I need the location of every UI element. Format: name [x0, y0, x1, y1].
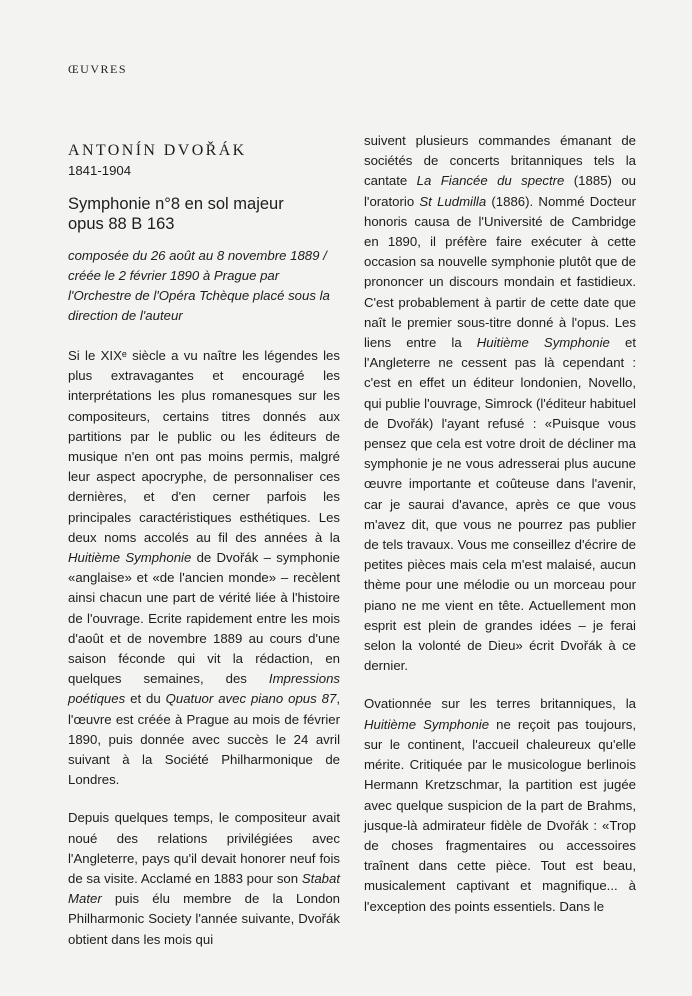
italic-title: Quatuor avec piano opus 87: [165, 691, 337, 707]
right-column: [364, 131, 636, 917]
composer-dates: 1841-1904: [68, 163, 132, 178]
composer-name: ANTONÍN DVOŘÁK: [68, 142, 247, 159]
italic-title: Impressions poétiques: [68, 671, 340, 707]
text-run: Ovationnée sur les terres britanniques, la: [364, 696, 636, 712]
section-label: ŒUVRES: [68, 62, 128, 76]
italic-title: Huitième Symphonie: [364, 716, 490, 732]
text-run: et l'Angleterre ne cessent pas là cependant : c'est en effet un éditeur londonien, Novello, qui publie l'ouvrage, Simrock (l'éditeur habituel de Dvořák) l'ayant refusé : «Puisque vous pensez que cela est votre droit de décliner ma symphonie je ne vous adresserai plus aucune œuvre importante et coûteuse dans l'avenir, car je saurai d'avance, après ce que vous m'avez dit, que vous ne pourrez pas publier de tels travaux. Vous me conseillez d'écrire de petites pièces mais cela m'est malaisé, aucun thème pour une mélodie ou un morceau pour piano ne me vient en tête. Actuellement mon esprit est plein de grandes idées – je ferai selon la volonté de Dieu» écrit Dvořák à ce dernier.: [364, 335, 636, 674]
text-run: de Dvořák – symphonie «anglaise» et «de l'ancien monde» – recèlent ainsi chacun une part de vérité liée à l'histoire de l'ouvrage. Ecrite rapidement entre les mois d'août et de novembre 1889 au cours d'une saison féconde qui vit la rédaction, en quelques semaines, des: [68, 550, 340, 687]
work-title: [68, 194, 340, 234]
text-run: Depuis quelques temps, le compositeur avait noué des relations privilégiées avec l'Angleterre, pays qu'il devait honorer neuf fois de sa visite. Acclamé en 1883 pour son: [68, 810, 340, 887]
text-run: Si le XIXᵉ siècle a vu naître les légendes les plus extravagantes et encouragé les interprétations les plus romanesques sur les compositeurs, certains titres donnés aux partitions par le public ou les éditeurs de musique n'en ont pas moins permis, malgré leur aspect apocryphe, de personnaliser ces dernières, et d'en cerner parfois les principales caractéristiques esthétiques. Les deux noms accolés au fil des années à la: [68, 348, 340, 545]
composition-info: composée du 26 août au 8 novembre 1889 / créée le 2 février 1890 à Prague par l'Orchestre de l'Opéra Tchèque placé sous la direction de l'auteur: [68, 248, 330, 323]
text-run: ne reçoit pas toujours, sur le continent, l'accueil chaleureux qu'elle mérite. Critiquée par le musicologue berlinois Hermann Kretzschmar, la partition est jugée avec quelque suspicion de la part de Brahms, jusque-là admirateur fidèle de Dvořák : «Trop de choses fragmentaires ou accessoires traînent dans cette pièce. Tout est beau, musicalement captivant et magnifique... à l'exception des points essentiels. Dans le: [364, 716, 636, 914]
italic-title: La Fiancée du spectre: [416, 173, 565, 189]
paragraph-2-start: [68, 808, 340, 949]
paragraph-2-continued: [364, 131, 636, 676]
italic-title: Huitième Symphonie: [476, 335, 610, 351]
text-run: et du: [125, 691, 166, 707]
italic-title: St Ludmilla: [419, 193, 487, 209]
paragraph-3: [364, 694, 636, 916]
work-title-line1: Symphonie n°8 en sol majeur: [68, 195, 284, 213]
text-run: (1885) ou l'oratorio: [364, 173, 636, 209]
italic-title: Stabat Mater: [68, 871, 340, 907]
italic-title: Huitième Symphonie: [68, 550, 192, 566]
left-column: [68, 140, 340, 950]
text-run: suivent plusieurs commandes émanant de sociétés de concerts britanniques tels la cantate: [364, 133, 636, 189]
text-run: (1886). Nommé Docteur honoris causa de l'Université de Cambridge en 1890, il préfère faire exécuter à cette occasion sa nouvelle symphonie plutôt que de prononcer un discours mondain et fastidieux. C'est probablement à partir de cette date que naît le premier sous-titre donné à l'opus. Les liens entre la: [364, 193, 636, 351]
text-run: puis élu membre de la London Philharmonic Society l'année suivante, Dvořák obtient dans les mois qui: [68, 891, 340, 947]
paragraph-1: [68, 346, 340, 790]
text-run: , l'œuvre est créée à Prague au mois de février 1890, puis donnée avec succès le 24 avril suivant à la Société Philharmonique de Londres.: [68, 691, 340, 788]
work-title-line2: opus 88 B 163: [68, 215, 175, 233]
